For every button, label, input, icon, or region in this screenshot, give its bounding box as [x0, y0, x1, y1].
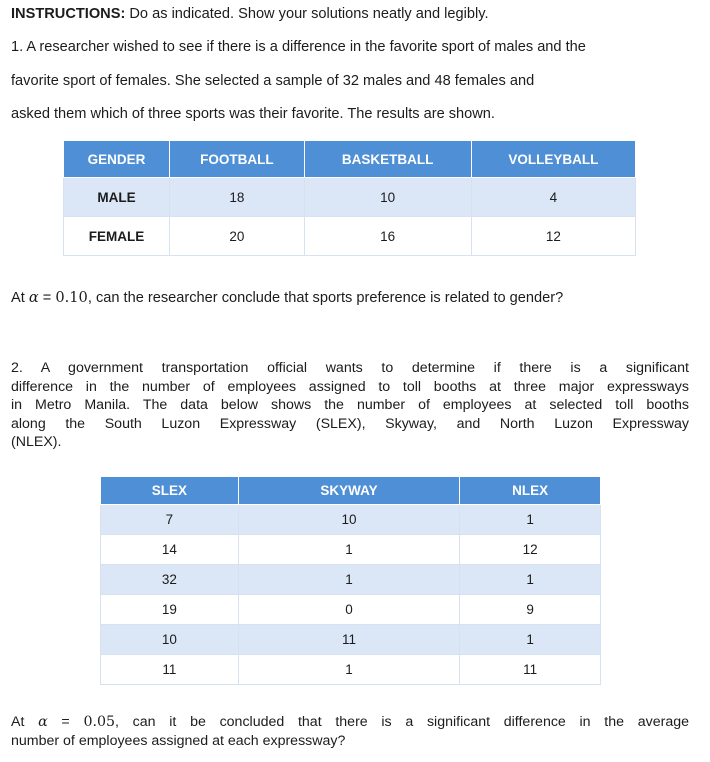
problem2-line-2: difference in the number of employees assigned to toll booths at three major expressways	[11, 378, 689, 395]
header-basketball: BASKETBALL	[304, 141, 471, 178]
toll-booth-table	[100, 476, 601, 685]
cell: 10	[238, 505, 459, 535]
problem1-question	[11, 289, 563, 306]
cell: 11	[101, 655, 239, 685]
cell: 4	[471, 178, 635, 217]
header-gender: GENDER	[64, 141, 170, 178]
header-volleyball: VOLLEYBALL	[471, 141, 635, 178]
q2-equals: =	[47, 714, 84, 730]
table-header-row	[101, 477, 601, 505]
cell: 11	[238, 625, 459, 655]
instructions-label: INSTRUCTIONS:	[11, 6, 126, 22]
q2-line-2: number of employees assigned at each expressway?	[11, 732, 346, 749]
problem2-line-3: in Metro Manila. The data below shows the number of employees at selected toll booths	[11, 397, 689, 413]
cell: 9	[460, 595, 601, 625]
alpha-symbol: α	[38, 714, 48, 730]
table-row	[101, 655, 601, 685]
cell: 0	[238, 595, 459, 625]
problem1-line-2: favorite sport of females. She selected a sample of 32 males and 48 females and	[11, 73, 535, 89]
header-football: FOOTBALL	[170, 141, 305, 178]
table-row	[101, 595, 601, 625]
header-nlex: NLEX	[460, 477, 601, 505]
cell: 1	[238, 565, 459, 595]
problem1-line-1: 1. A researcher wished to see if there is a difference in the favorite sport of males and the	[11, 39, 586, 55]
q1-after: , can the researcher conclude that sports preference is related to gender?	[87, 290, 564, 306]
q1-before: At	[11, 290, 29, 306]
cell: 20	[170, 217, 305, 256]
cell: 10	[304, 178, 471, 217]
problem2-question	[11, 713, 689, 750]
cell: 11	[460, 655, 601, 685]
cell: 12	[471, 217, 635, 256]
cell: 16	[304, 217, 471, 256]
cell: 10	[101, 625, 239, 655]
row-label-male: MALE	[64, 178, 170, 217]
alpha-value: 0.05	[83, 714, 116, 730]
cell: 1	[238, 535, 459, 565]
table-row	[101, 625, 601, 655]
header-slex: SLEX	[101, 477, 239, 505]
cell: 1	[460, 625, 601, 655]
cell: 1	[460, 505, 601, 535]
q2-after: , can it be concluded that there is a significant difference in the average	[115, 714, 689, 730]
table-row	[64, 217, 636, 256]
instructions-text: Do as indicated. Show your solutions neatly and legibly.	[129, 6, 489, 22]
alpha-symbol: α	[28, 289, 39, 306]
cell: 1	[238, 655, 459, 685]
q1-equals: =	[38, 290, 56, 306]
q2-before: At	[11, 714, 39, 730]
table-row	[101, 565, 601, 595]
cell: 12	[460, 535, 601, 565]
header-skyway: SKYWAY	[238, 477, 459, 505]
cell: 19	[101, 595, 239, 625]
q2-line-1	[11, 713, 689, 732]
row-label-female: FEMALE	[64, 217, 170, 256]
sports-preference-table	[63, 140, 636, 256]
instructions	[11, 6, 489, 22]
cell: 7	[101, 505, 239, 535]
problem2-line-4: along the South Luzon Expressway (SLEX), Skyway, and North Luzon Expressway	[11, 415, 689, 432]
cell: 18	[170, 178, 305, 217]
alpha-value: 0.10	[55, 289, 88, 306]
problem2-paragraph	[11, 359, 689, 452]
problem2-line-5: (NLEX).	[11, 434, 62, 450]
table-header-row	[64, 141, 636, 178]
table-row	[101, 505, 601, 535]
cell: 14	[101, 535, 239, 565]
table-row	[64, 178, 636, 217]
problem1-line-3: asked them which of three sports was their favorite. The results are shown.	[11, 106, 495, 122]
cell: 32	[101, 565, 239, 595]
cell: 1	[460, 565, 601, 595]
table-row	[101, 535, 601, 565]
problem2-line-1: 2. A government transportation official wants to determine if there is a significant	[11, 360, 689, 376]
